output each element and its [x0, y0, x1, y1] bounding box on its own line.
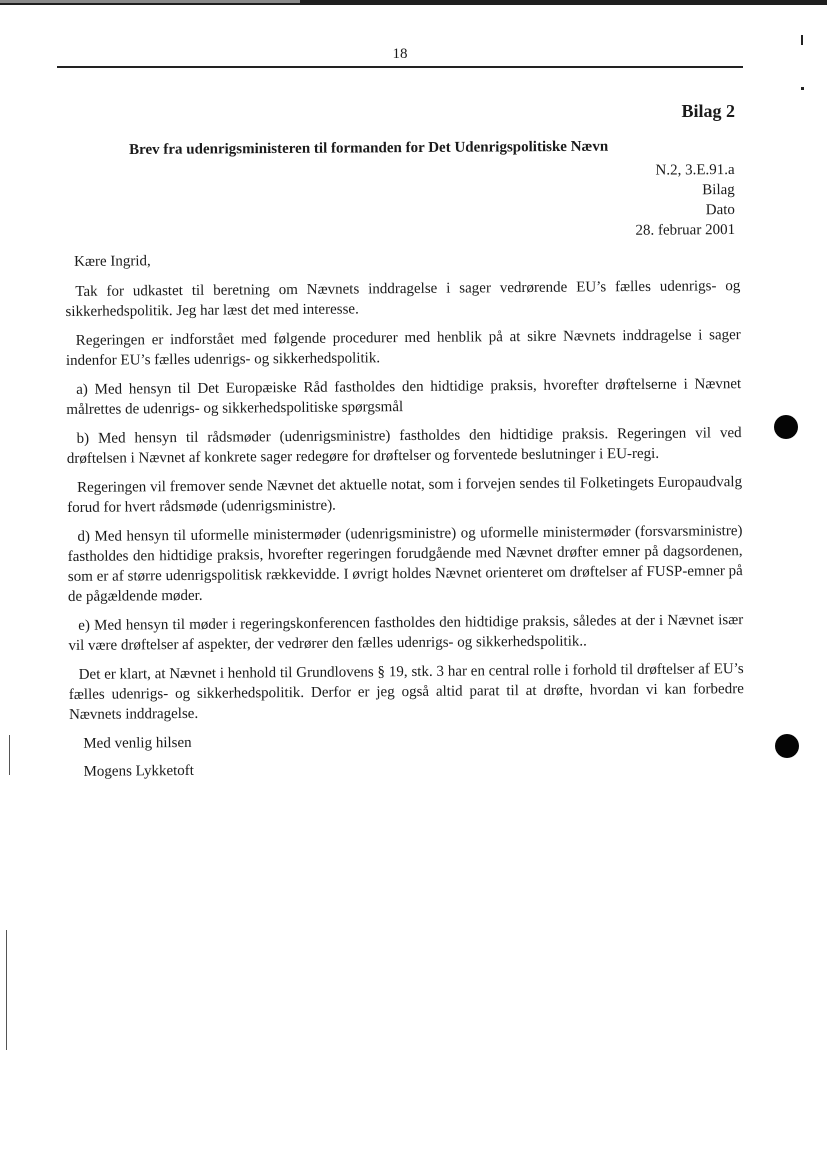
paragraph: Regeringen er indforstået med følgende procedurer med henblik på at sikre Nævnets inddragelse i sager indenfor EU’s fælles udenrigs- og sikkerhedspolitik.	[65, 327, 741, 369]
paragraph: a) Med hensyn til Det Europæiske Råd fastholdes den hidtidige praksis, hvorefter drøftelserne i Nævnet målrettes de udenrigs- og sikkerhedspolitiske spørgsmål	[66, 376, 742, 418]
page-number: 18	[392, 46, 408, 62]
greeting: Kære Ingrid,	[74, 253, 151, 270]
closing: Med venlig hilsen	[83, 734, 192, 752]
scan-speck	[801, 35, 803, 45]
scan-speck	[801, 87, 804, 90]
signature: Mogens Lykketoft	[83, 762, 195, 780]
header-rule	[57, 66, 743, 68]
appendix-label: Bilag 2	[681, 101, 735, 121]
paragraph: b) Med hensyn til rådsmøder (udenrigsministre) fastholdes den hidtidige praksis. Regeringen vil ved drøftelsen i Nævnet af konkrete sager redegøre for drøftelser og forventede beslutninger i EU-regi.	[66, 425, 742, 467]
paragraph: Det er klart, at Nævnet i henhold til Grundlovens § 19, stk. 3 har en central rolle i forhold til drøftelser af EU’s fælles udenrigs- og sikkerhedspolitik. Derfor er jeg også altid parat til at drøfte, hvordan vi kan forbedre Nævnets inddragelse.	[68, 661, 744, 723]
letter-body	[65, 246, 745, 790]
scan-edge-fade	[0, 0, 300, 3]
punch-hole	[775, 734, 799, 758]
paragraph: e) Med hensyn til møder i regeringskonferencen fastholdes den hidtidige praksis, således at der i Nævnet især vil være drøftelser af aspekter, der vedrører den fælles udenrigs- og sikkerhedspolitik..	[68, 612, 744, 654]
bilag-line: Bilag	[702, 181, 736, 199]
letter-date: 28. februar 2001	[635, 221, 736, 239]
reference-number: N.2, 3.E.91.a	[655, 161, 736, 179]
letter-meta	[635, 160, 735, 241]
paragraph: Regeringen vil fremover sende Nævnet det aktuelle notat, som i forvejen sendes til Folketingets Europaudvalg forud for hvert rådsmøde (udenrigsministre).	[67, 474, 743, 516]
scan-margin-mark	[9, 735, 10, 775]
punch-hole	[774, 415, 798, 439]
paragraph: Tak for udkastet til beretning om Nævnets inddragelse i sager vedrørende EU’s fælles udenrigs- og sikkerhedspolitik. Jeg har læst det med interesse.	[65, 278, 741, 320]
scan-margin-mark	[6, 930, 7, 1050]
date-label: Dato	[706, 201, 736, 219]
letter-title: Brev fra udenrigsministeren til formanden for Det Udenrigspolitiske Nævn	[129, 138, 609, 158]
paragraph: d) Med hensyn til uformelle ministermøder (udenrigsministre) og uformelle ministermøder (forsvarsministre) fastholdes den hidtidige praksis, hvorefter regeringen forudgående med Nævnet drøfter emner på dagsordenen, som er af større udenrigspolitisk rækkevidde. I øvrigt holdes Nævnet orienteret om drøftelser af FUSP-emner på de pågældende møder.	[67, 523, 743, 605]
